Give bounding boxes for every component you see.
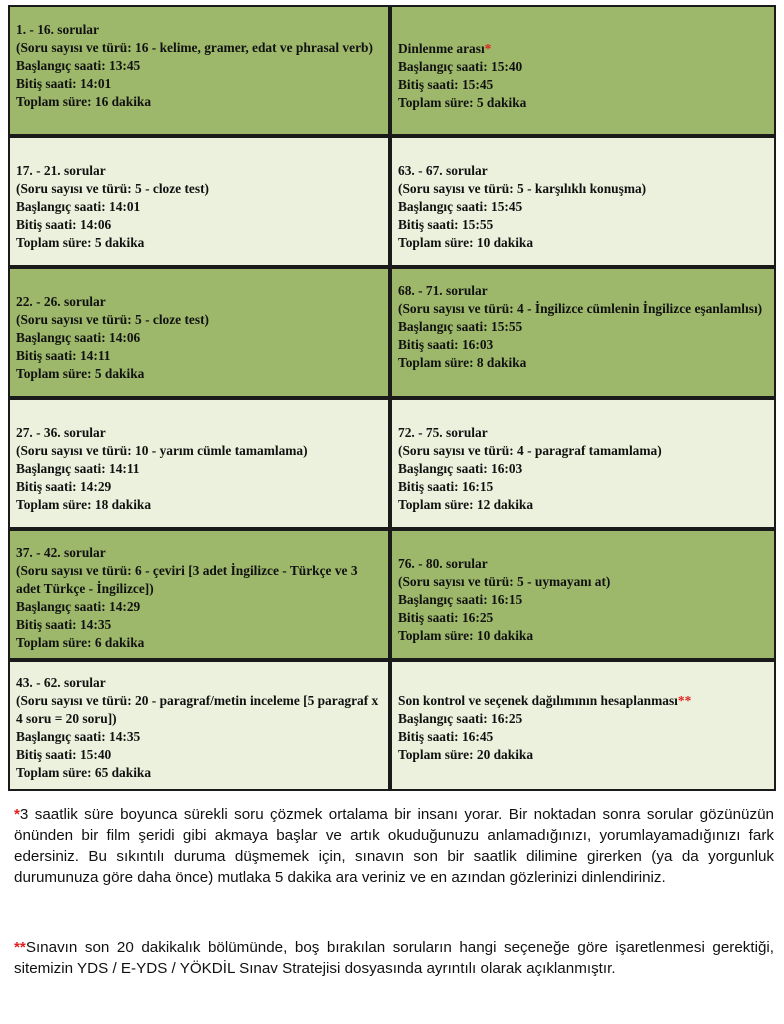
- schedule-cell-break: [390, 5, 776, 136]
- cell-end-time: Bitiş saati: 16:03: [398, 337, 494, 352]
- cell-total-time: Toplam süre: 5 dakika: [16, 235, 145, 250]
- schedule-cell-43-62: [8, 660, 390, 791]
- cell-total-time: Toplam süre: 10 dakika: [398, 235, 534, 250]
- cell-question-type: (Soru sayısı ve türü: 4 - İngilizce cümlenin İngilizce eşanlamlısı): [398, 301, 763, 316]
- cell-total-time: Toplam süre: 65 dakika: [16, 765, 152, 780]
- cell-heading: 72. - 75. sorular: [398, 425, 488, 440]
- cell-question-type: (Soru sayısı ve türü: 5 - uymayanı at): [398, 574, 611, 589]
- cell-total-time: Toplam süre: 18 dakika: [16, 497, 152, 512]
- cell-total-time: Toplam süre: 20 dakika: [398, 747, 534, 762]
- cell-heading: 17. - 21. sorular: [16, 163, 106, 178]
- double-asterisk-mark: **: [677, 693, 692, 708]
- schedule-cell-27-36: [8, 398, 390, 529]
- footnote-text: 3 saatlik süre boyunca sürekli soru çözmek ortalama bir insanı yorar. Bir noktadan sonra sorular gözünüzün önünden bir film şeridi gibi akmaya başlar ve artık okuduğunuzu anlamadığınızı, yorumlayamadığınızı fark edersiniz. Bu sıkıntılı duruma düşmemek için, sınavın son bir saatlik dilimine girerken (ya da yorgunluk durumunuza göre daha önce) mutlaka 5 dakika ara veriniz ve en azından gözlerinizi dinlendiriniz.: [14, 806, 774, 886]
- cell-question-type: (Soru sayısı ve türü: 4 - paragraf tamamlama): [398, 443, 662, 458]
- cell-heading: 43. - 62. sorular: [16, 675, 106, 690]
- schedule-cell-final-check: [390, 660, 776, 791]
- cell-end-time: Bitiş saati: 14:29: [16, 479, 112, 494]
- cell-end-time: Bitiş saati: 14:35: [16, 617, 112, 632]
- footnote-final-check: [14, 937, 774, 979]
- cell-start-time: Başlangıç saati: 14:35: [16, 729, 141, 744]
- cell-start-time: Başlangıç saati: 14:01: [16, 199, 141, 214]
- cell-start-time: Başlangıç saati: 13:45: [16, 58, 141, 73]
- cell-question-type: (Soru sayısı ve türü: 6 - çeviri [3 adet İngilizce - Türkçe ve 3 adet Türkçe - İngilizce]): [16, 563, 358, 596]
- schedule-cell-22-26: [8, 267, 390, 398]
- double-asterisk-mark: **: [14, 939, 26, 956]
- cell-heading: 63. - 67. sorular: [398, 163, 488, 178]
- cell-start-time: Başlangıç saati: 15:45: [398, 199, 523, 214]
- cell-end-time: Bitiş saati: 15:55: [398, 217, 494, 232]
- asterisk-mark: *: [14, 806, 20, 823]
- cell-start-time: Başlangıç saati: 16:25: [398, 711, 523, 726]
- schedule-cell-76-80: [390, 529, 776, 660]
- asterisk-mark: *: [484, 41, 492, 56]
- footnote-text: Sınavın son 20 dakikalık bölümünde, boş bırakılan soruların hangi seçeneğe göre işaretlenmesi gerektiği, sitemizin YDS / E-YDS / YÖKDİL Sınav Stratejisi dosyasında ayrıntılı olarak açıklanmıştır.: [14, 939, 774, 977]
- schedule-cell-68-71: [390, 267, 776, 398]
- schedule-cell-1-16: [8, 5, 390, 136]
- cell-question-type: (Soru sayısı ve türü: 5 - cloze test): [16, 312, 210, 327]
- cell-question-type: (Soru sayısı ve türü: 20 - paragraf/metin inceleme [5 paragraf x 4 soru = 20 soru]): [16, 693, 379, 726]
- cell-heading: 1. - 16. sorular: [16, 22, 99, 37]
- cell-total-time: Toplam süre: 5 dakika: [398, 95, 527, 110]
- schedule-cell-63-67: [390, 136, 776, 267]
- cell-start-time: Başlangıç saati: 14:29: [16, 599, 141, 614]
- cell-total-time: Toplam süre: 6 dakika: [16, 635, 145, 650]
- cell-end-time: Bitiş saati: 16:25: [398, 610, 494, 625]
- cell-end-time: Bitiş saati: 14:11: [16, 348, 111, 363]
- footnote-rest-break: [14, 804, 774, 888]
- cell-end-time: Bitiş saati: 14:06: [16, 217, 112, 232]
- cell-total-time: Toplam süre: 5 dakika: [16, 366, 145, 381]
- schedule-cell-37-42: [8, 529, 390, 660]
- cell-start-time: Başlangıç saati: 14:11: [16, 461, 140, 476]
- cell-question-type: (Soru sayısı ve türü: 5 - karşılıklı konuşma): [398, 181, 647, 196]
- cell-start-time: Başlangıç saati: 16:15: [398, 592, 523, 607]
- cell-end-time: Bitiş saati: 16:15: [398, 479, 494, 494]
- schedule-cell-17-21: [8, 136, 390, 267]
- cell-heading: Dinlenme arası*: [398, 41, 492, 56]
- cell-start-time: Başlangıç saati: 15:40: [398, 59, 523, 74]
- cell-start-time: Başlangıç saati: 16:03: [398, 461, 523, 476]
- cell-question-type: (Soru sayısı ve türü: 5 - cloze test): [16, 181, 210, 196]
- cell-heading: 76. - 80. sorular: [398, 556, 488, 571]
- cell-heading: 37. - 42. sorular: [16, 545, 106, 560]
- cell-end-time: Bitiş saati: 14:01: [16, 76, 112, 91]
- cell-start-time: Başlangıç saati: 15:55: [398, 319, 523, 334]
- cell-heading: 22. - 26. sorular: [16, 294, 106, 309]
- cell-heading: 68. - 71. sorular: [398, 283, 488, 298]
- cell-end-time: Bitiş saati: 16:45: [398, 729, 494, 744]
- schedule-cell-72-75: [390, 398, 776, 529]
- cell-heading: Son kontrol ve seçenek dağılımının hesaplanması**: [398, 693, 692, 708]
- cell-total-time: Toplam süre: 12 dakika: [398, 497, 534, 512]
- cell-total-time: Toplam süre: 10 dakika: [398, 628, 534, 643]
- cell-end-time: Bitiş saati: 15:40: [16, 747, 112, 762]
- cell-start-time: Başlangıç saati: 14:06: [16, 330, 141, 345]
- schedule-table: [8, 5, 776, 791]
- cell-question-type: (Soru sayısı ve türü: 10 - yarım cümle tamamlama): [16, 443, 308, 458]
- cell-total-time: Toplam süre: 16 dakika: [16, 94, 152, 109]
- cell-heading: 27. - 36. sorular: [16, 425, 106, 440]
- cell-end-time: Bitiş saati: 15:45: [398, 77, 494, 92]
- cell-total-time: Toplam süre: 8 dakika: [398, 355, 527, 370]
- cell-question-type: (Soru sayısı ve türü: 16 - kelime, gramer, edat ve phrasal verb): [16, 40, 373, 55]
